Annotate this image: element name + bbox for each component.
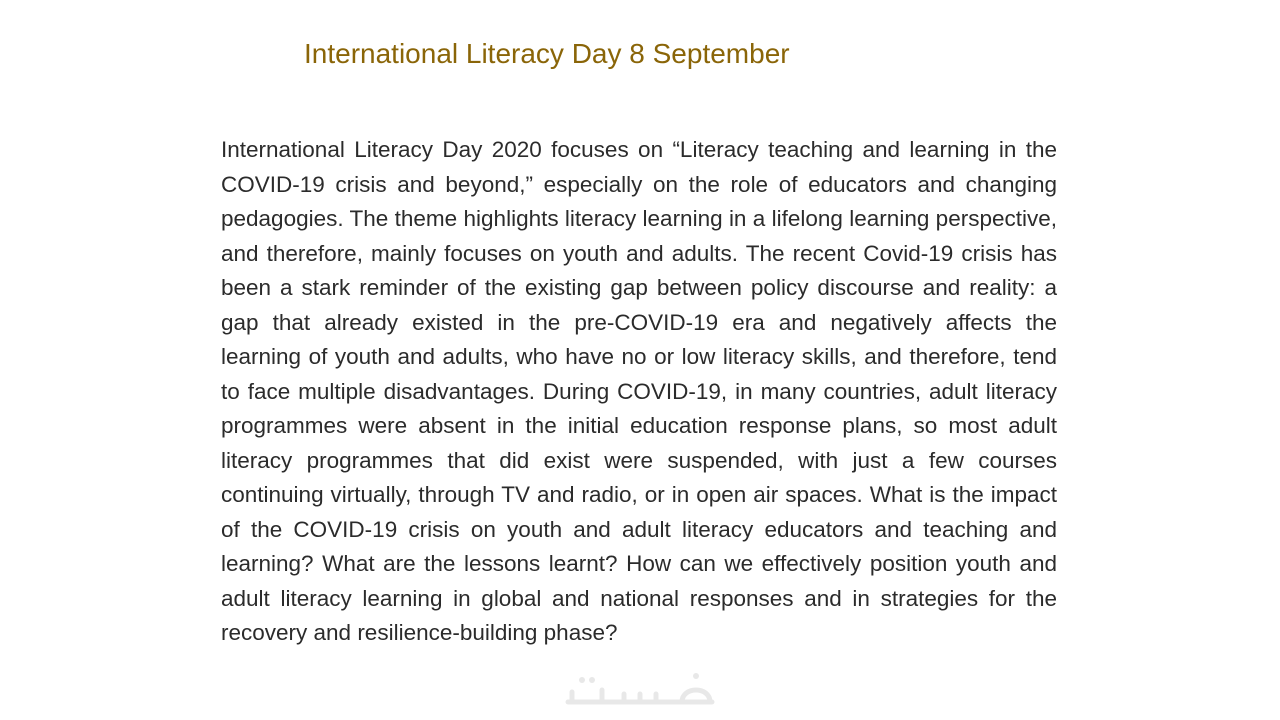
khamsat-logo-watermark [562, 668, 718, 712]
document-body-paragraph: International Literacy Day 2020 focuses on “Literacy teaching and learning in the COVID-19 crisis and beyond,” especially on the role of educators and changing pedagogies. The theme highlights literacy learning in a lifelong learning perspective, and therefore, mainly focuses on youth and adults. The recent Covid-19 crisis has been a stark reminder of the existing gap between policy discourse and reality: a gap that already existed in the pre-COVID-19 era and negatively affects the learning of youth and adults, who have no or low literacy skills, and therefore, tend to face multiple disadvantages. During COVID-19, in many countries, adult literacy programmes were absent in the initial education response plans, so most adult literacy programmes that did exist were suspended, with just a few courses continuing virtually, through TV and radio, or in open air spaces. What is the impact of the COVID-19 crisis on youth and adult literacy educators and teaching and learning? What are the lessons learnt? How can we effectively position youth and adult literacy learning in global and national responses and in strategies for the recovery and resilience-building phase? [221, 137, 1057, 645]
document-title: International Literacy Day 8 September [304, 38, 790, 69]
